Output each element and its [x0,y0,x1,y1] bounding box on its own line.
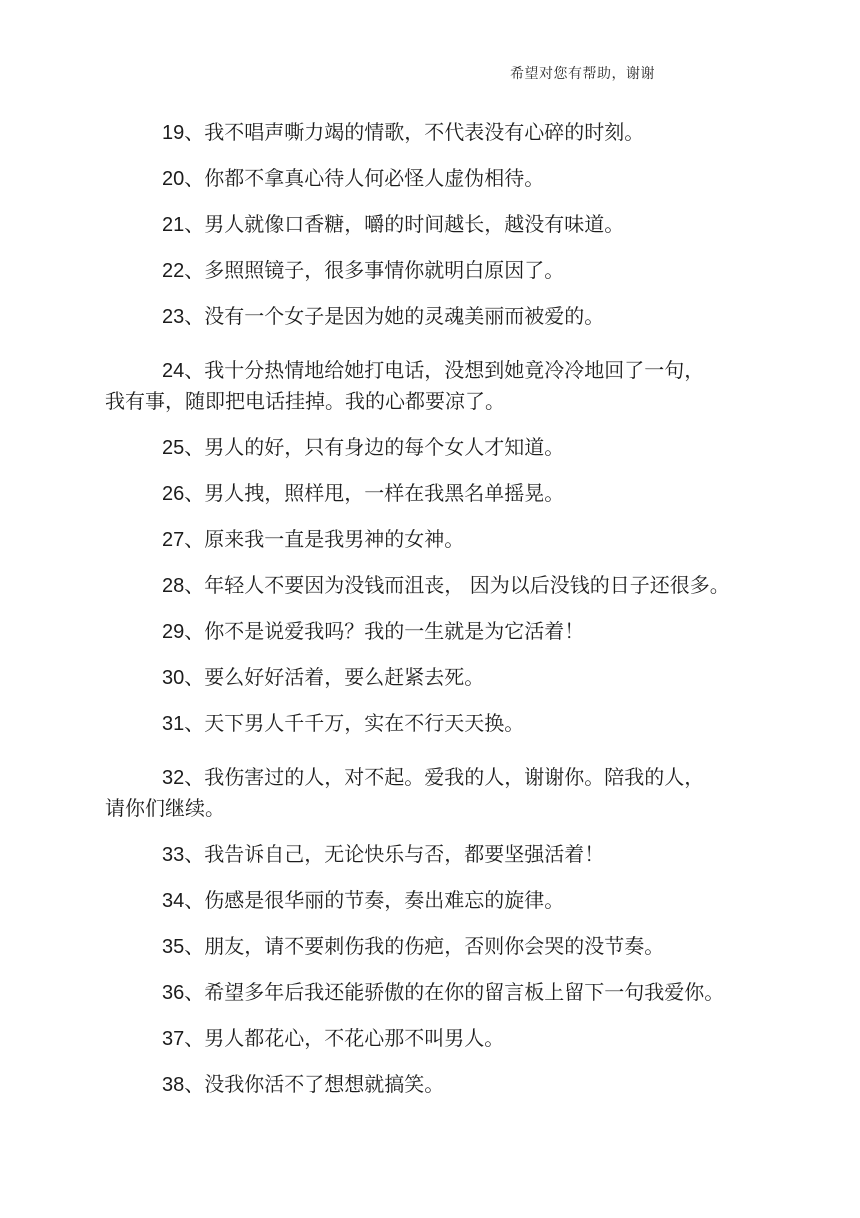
quote-item-32 [105,763,735,825]
quote-line: 34、伤感是很华丽的节奏，奏出难忘的旋律。 [162,890,565,912]
quote-item-25 [105,433,735,464]
quote-line: 35、朋友，请不要刺伤我的伤疤，否则你会哭的没节奏。 [162,936,665,958]
quote-item-38 [105,1070,735,1101]
quote-item-35 [105,932,735,963]
quote-item-27 [105,525,735,556]
quote-line: 21、男人就像口香糖，嚼的时间越长，越没有味道。 [162,214,625,236]
quote-line: 31、天下男人千千万，实在不行天天换。 [162,713,525,735]
quote-item-21 [105,210,735,241]
quote-item-29 [105,617,735,648]
page-header [105,63,735,83]
quote-line: 36、希望多年后我还能骄傲的在你的留言板上留下一句我爱你。 [162,982,725,1004]
quote-item-30 [105,663,735,694]
quote-line: 我有事，随即把电话挂掉。我的心都要凉了。 [105,391,505,413]
quote-line: 23、没有一个女子是因为她的灵魂美丽而被爱的。 [162,306,605,328]
quote-line: 27、原来我一直是我男神的女神。 [162,529,465,551]
quote-line: 20、你都不拿真心待人何必怪人虚伪相待。 [162,168,545,190]
quote-list [105,118,735,1101]
quote-line: 30、要么好好活着，要么赶紧去死。 [162,667,485,689]
quote-item-26 [105,479,735,510]
quote-item-23 [105,302,735,333]
quote-line: 26、男人拽，照样甩，一样在我黑名单摇晃。 [162,483,565,505]
quote-item-28 [105,571,735,602]
quote-item-19 [105,118,735,149]
quote-line: 38、没我你活不了想想就搞笑。 [162,1074,445,1096]
quote-line: 请你们继续。 [105,798,225,820]
quote-line: 19、我不唱声嘶力竭的情歌，不代表没有心碎的时刻。 [162,122,645,144]
quote-line: 28、年轻人不要因为没钱而沮丧， 因为以后没钱的日子还很多。 [162,575,730,597]
quote-item-24 [105,356,735,418]
quote-line: 24、我十分热情地给她打电话，没想到她竟冷冷地回了一句， [162,360,705,382]
quote-line: 25、男人的好，只有身边的每个女人才知道。 [162,437,565,459]
header-text: 希望对您有帮助，谢谢 [510,65,655,81]
quote-item-20 [105,164,735,195]
quote-line: 22、多照照镜子，很多事情你就明白原因了。 [162,260,565,282]
quote-item-37 [105,1024,735,1055]
quote-item-33 [105,840,735,871]
quote-line: 32、我伤害过的人，对不起。爱我的人，谢谢你。陪我的人， [162,767,705,789]
quote-line: 37、男人都花心，不花心那不叫男人。 [162,1028,505,1050]
quote-item-34 [105,886,735,917]
quote-item-22 [105,256,735,287]
quote-line: 33、我告诉自己，无论快乐与否，都要坚强活着！ [162,844,605,866]
quote-item-36 [105,978,735,1009]
quote-item-31 [105,709,735,740]
quote-line: 29、你不是说爱我吗？我的一生就是为它活着！ [162,621,585,643]
